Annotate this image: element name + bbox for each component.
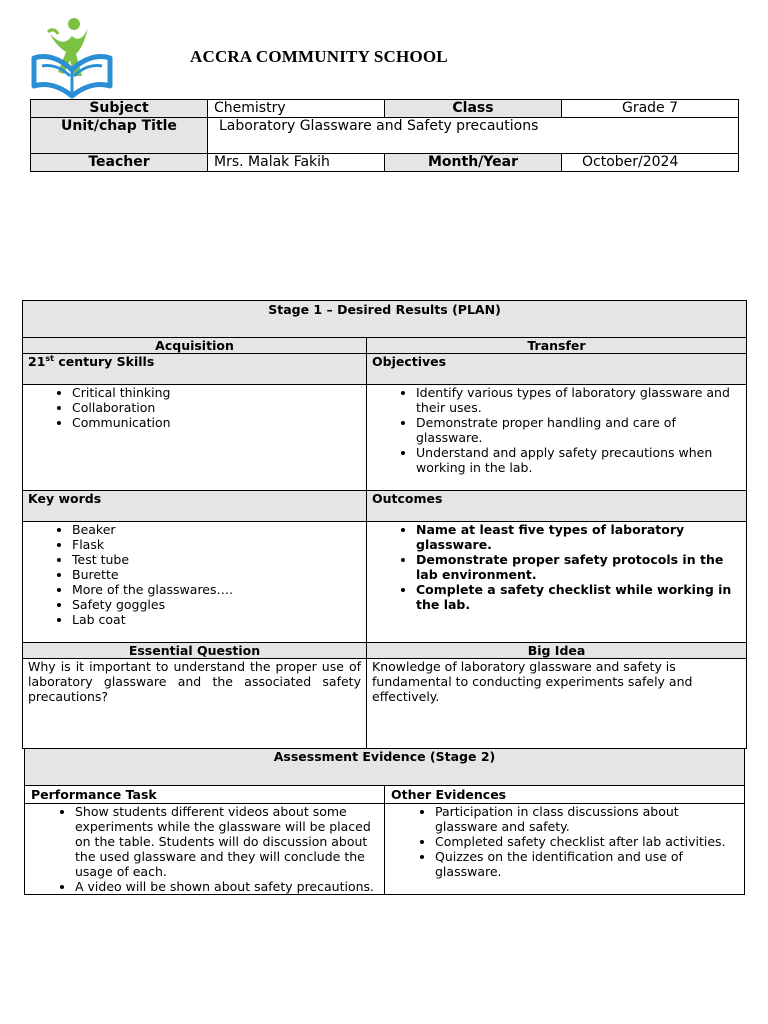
table-row bbox=[23, 354, 747, 385]
subject-value: Chemistry bbox=[208, 100, 385, 118]
list-item: • Understand and apply safety precautions when working in the lab. bbox=[416, 445, 741, 475]
essential-question-text: Why is it important to understand the proper use of laboratory glassware and the associated safety precautions? bbox=[23, 659, 367, 749]
list-item: • Participation in class discussions about glassware and safety. bbox=[435, 804, 738, 834]
keywords-heading: Key words bbox=[23, 491, 367, 522]
school-name: ACCRA COMMUNITY SCHOOL bbox=[190, 47, 448, 66]
essential-question-heading: Essential Question bbox=[23, 643, 367, 659]
table-row bbox=[23, 491, 747, 522]
stage1-table bbox=[22, 300, 747, 749]
table-row bbox=[25, 804, 745, 895]
list-item: • Safety goggles bbox=[72, 597, 361, 612]
other-evidences-heading: Other Evidences bbox=[385, 786, 745, 804]
list-item: • Name at least five types of laboratory glassware. bbox=[416, 522, 741, 552]
other-evidences-cell bbox=[385, 804, 745, 895]
teacher-value: Mrs. Malak Fakih bbox=[208, 154, 385, 172]
list-item: • Beaker bbox=[72, 522, 361, 537]
month-year-label: Month/Year bbox=[385, 154, 562, 172]
table-row bbox=[31, 118, 739, 154]
table-row bbox=[25, 786, 745, 804]
skills-list bbox=[28, 385, 361, 430]
big-idea-heading: Big Idea bbox=[367, 643, 747, 659]
list-item: • Burette bbox=[72, 567, 361, 582]
big-idea-text: Knowledge of laboratory glassware and safety is fundamental to conducting experiments safely and effectively. bbox=[367, 659, 747, 749]
objectives-cell bbox=[367, 385, 747, 491]
other-evidences-list bbox=[391, 804, 738, 879]
table-row bbox=[23, 385, 747, 491]
stage1-title: Stage 1 – Desired Results (PLAN) bbox=[23, 301, 747, 338]
skills-cell bbox=[23, 385, 367, 491]
class-value: Grade 7 bbox=[562, 100, 739, 118]
table-row bbox=[25, 749, 745, 786]
list-item: • Quizzes on the identification and use of glassware. bbox=[435, 849, 738, 879]
keywords-list bbox=[28, 522, 361, 627]
table-row bbox=[23, 301, 747, 338]
objectives-list bbox=[372, 385, 741, 475]
transfer-heading: Transfer bbox=[367, 338, 747, 354]
stage2-title: Assessment Evidence (Stage 2) bbox=[25, 749, 745, 786]
list-item: • Test tube bbox=[72, 552, 361, 567]
teacher-label: Teacher bbox=[31, 154, 208, 172]
class-label: Class bbox=[385, 100, 562, 118]
table-row bbox=[23, 643, 747, 659]
performance-task-list bbox=[31, 804, 378, 894]
unit-title-label: Unit/chap Title bbox=[31, 118, 208, 154]
unit-title-value: Laboratory Glassware and Safety precautions bbox=[208, 118, 739, 154]
keywords-cell bbox=[23, 522, 367, 643]
school-logo bbox=[30, 14, 114, 100]
outcomes-list bbox=[372, 522, 741, 612]
list-item: • More of the glasswares…. bbox=[72, 582, 361, 597]
table-row bbox=[31, 154, 739, 172]
stage2-table bbox=[24, 748, 745, 895]
list-item: • Completed safety checklist after lab activities. bbox=[435, 834, 738, 849]
table-row bbox=[23, 659, 747, 749]
performance-task-cell bbox=[25, 804, 385, 895]
list-item: • A video will be shown about safety precautions. bbox=[75, 879, 378, 894]
list-item: • Flask bbox=[72, 537, 361, 552]
list-item: • Complete a safety checklist while working in the lab. bbox=[416, 582, 741, 612]
list-item: • Show students different videos about some experiments while the glassware will be placed on the table. Students will do discussion about the used glassware and they will conclude the usage of each. bbox=[75, 804, 378, 879]
list-item: • Communication bbox=[72, 415, 361, 430]
list-item: • Collaboration bbox=[72, 400, 361, 415]
list-item: • Demonstrate proper handling and care of glassware. bbox=[416, 415, 741, 445]
list-item: • Critical thinking bbox=[72, 385, 361, 400]
skills-heading: 21st century Skills bbox=[23, 354, 367, 385]
table-row bbox=[23, 338, 747, 354]
outcomes-heading: Outcomes bbox=[367, 491, 747, 522]
list-item: • Lab coat bbox=[72, 612, 361, 627]
list-item: • Identify various types of laboratory glassware and their uses. bbox=[416, 385, 741, 415]
objectives-heading: Objectives bbox=[367, 354, 747, 385]
month-year-value: October/2024 bbox=[562, 154, 739, 172]
list-item: • Demonstrate proper safety protocols in the lab environment. bbox=[416, 552, 741, 582]
subject-label: Subject bbox=[31, 100, 208, 118]
outcomes-cell bbox=[367, 522, 747, 643]
table-row bbox=[31, 100, 739, 118]
acquisition-heading: Acquisition bbox=[23, 338, 367, 354]
book-person-logo-icon bbox=[30, 14, 114, 100]
performance-task-heading: Performance Task bbox=[25, 786, 385, 804]
table-row bbox=[23, 522, 747, 643]
course-info-table bbox=[30, 99, 739, 172]
